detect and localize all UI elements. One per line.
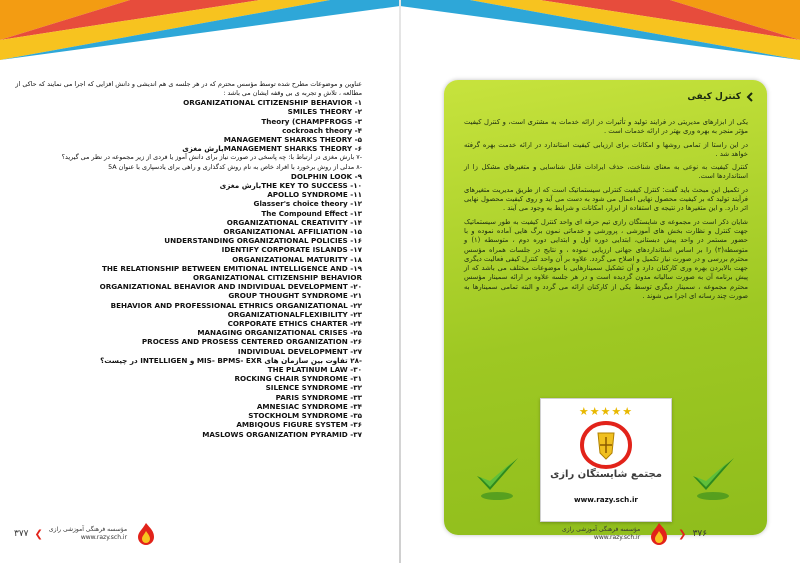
emblem-icon: [576, 419, 636, 471]
page-number: ۳۷۶: [692, 529, 708, 539]
list-item: MANAGEMENT SHARKS THEORY -۶بارش مغزی: [182, 144, 362, 154]
list-item: THE RELATIONSHIP BETWEEN EMITIONAL INTELLIGENCE AND -۱۹: [102, 263, 362, 273]
list-item: -۲۸ تفاوت بین سازمان های MIS- BPMS- EXR و INTELLIGEN در چیست؟: [100, 355, 362, 365]
footer-url: www.razy.sch.ir: [80, 534, 128, 541]
quality-check-icon: [688, 452, 738, 502]
list-item: ORGANIZATIONAL CITIZENSHIP BEHAVIOR -۱: [183, 98, 362, 108]
list-item: ORGANIZATIONAL BEHAVIOR AND INDIVIDUAL DEVELOPMENT -۲۰: [99, 282, 362, 292]
panel-paragraph: در این راستا از تمامی روشها و امکانات برای ارزیابی کیفیت استاندارد در ارائه خدمت بهره گرفته خواهد شد .: [464, 140, 748, 158]
list-item: ROCKING CHAIR SYNDROME -۳۱: [234, 374, 362, 384]
list-item: AMBIQOUS FIGURE SYSTEM -۳۶: [236, 420, 362, 430]
panel-paragraph: در تکمیل این مبحث باید گفت: کنترل کیفیت کنترلی سیستماتیک است که از طریق مدیریت متغیرهای فرآیند تولید که بر کیفیت محصول نهایی اعمال می شود به دست می آید و روی کیفیت محصول نهایی اثر دارد. و این متغیرها در نتیجه ی استفاده از ابزار، امکانات و شرایط به وجود می آیند .: [464, 185, 748, 213]
footer-org-name: مؤسسه فرهنگی آموزشی رازی: [562, 526, 641, 533]
footer-text: [49, 526, 127, 542]
flame-logo-icon: [133, 521, 159, 547]
school-logo: [540, 398, 672, 522]
list-item: DOLPHIN LOOK -۹: [290, 171, 362, 181]
list-item: STOCKHOLM SYNDROME -۳۵: [248, 411, 362, 421]
quality-check-icon: [472, 452, 522, 502]
panel-paragraph: شایان ذکر است در مجموعه ی شایستگان رازی تیم حرفه ای واحد کنترل کیفیت به طور سیستماتیک جهت کنترل و نظارت بخش های آموزشی ، پرورشی و خدماتی نمون برگ هایی آماده نموده و با حضور مستمر در واحد پیش دبستانی، ابتدایی دوره اول و ابتدایی دوره دوم ، متوسطه (۱) و متوسطه(۲) را بر اساس استانداردهای جهانی ارزیابی نموده ، و نتایج در جلسات همراه مؤسس محترم بررسی و در صورت نیاز تکمیل و اصلاح می گردد. علاوه بر آن واحد کنترل کیفی فعالیت دیگری جهت بالابردن بهره وری کارکنان دارد و آن تشکیل سمینارهایی با موضوعات مختلف می باشد که از پیش برنامه آن به صورت سالیانه مدون گردیده است و در هر جلسه علاوه بر ارائه سمینار مؤسس محترم مجموعه ، سمینار دیگری توسط یکی از کارکنان ارائه می گردد و البته تمامی سمینارها به صورت چند رسانه ای اجرا می شوند .: [464, 217, 748, 301]
divider-icon: ❮: [34, 528, 43, 540]
list-item: ORGANIZATIONAL CREATIVITY -۱۴: [226, 217, 362, 227]
list-item: IDENTIFY CORPORATE ISLANDS -۱۷: [221, 245, 362, 255]
list-item: MANAGING ORGANIZATIONAL CRISES -۲۵: [197, 328, 362, 338]
panel-paragraph: کنترل کیفیت به نوعی به معنای شناخت، حذف ایرادات قابل شناسایی و متغیرهای مشکل زا از استانداردها است.: [464, 163, 748, 181]
logo-name: مجتمع شایستگان رازی: [550, 469, 662, 480]
list-item: ORGANIZATIONAL MATURITY -۱۸: [232, 254, 362, 264]
footer-org-name: مؤسسه فرهنگی آموزشی رازی: [48, 526, 128, 533]
list-item: Glasser's choice theory -۱۲: [253, 199, 362, 209]
list-item: THE KEY TO SUCCESS -۱۰بارش مغزی: [219, 181, 362, 191]
list-item: UNDERSTANDING ORGANIZATIONAL POLICIES -۱۶: [164, 236, 362, 246]
list-intro: عناوین و موضوعات مطرح شده توسط مؤسس محترم که در هر جلسه ی هم اندیشی و دانش افزایی که اجرا می نمایند که حاکی از مطالعه ، تلاش و تجربه ی بی وقفه ایشان می باشد :: [15, 80, 362, 97]
list-item: SMILES THEORY -۲: [287, 107, 362, 117]
page-fold: [399, 0, 401, 563]
footer-right: [562, 519, 707, 549]
page-number: ۳۷۷: [14, 529, 29, 539]
footer-url: www.razy.sch.ir: [593, 534, 641, 541]
list-item: PARIS SYNDROME -۳۳: [275, 392, 362, 402]
list-item: Theory (CHAMPFROGS -۳: [261, 116, 362, 126]
list-item: -۷ بارش مغزی در ارتباط با: چه پاسخی در صورت نیاز برای دانش آموز یا فردی از زیر مجموعه در نظر می گیرید؟: [61, 153, 362, 162]
list-item: MANAGEMENT SHARKS THEORY -۵: [223, 135, 362, 144]
list-item: ORGANIZATIONAL CITIZENSHIP BEHAVIOR: [192, 273, 362, 283]
footer-text: [562, 526, 640, 542]
panel-body: [464, 118, 748, 305]
list-item: APOLLO SYNDROME -۱۱: [267, 190, 362, 200]
panel-paragraph: یکی از ابزارهای مدیریتی در فرایند تولید و تأثیرات در ارائه خدمات به مشتری است، و کنترل کیفیت مؤثر منجر به بهره وری بهتر در ارائه خدمات است .: [464, 118, 748, 136]
list-item: BEHAVIOR AND PROFESSIONAL ETHRICS ORGANIZATIONAL -۲۲: [110, 300, 362, 310]
list-item: -۸ مدلی از روش برخورد با افراد خاص به نام روش کدگذاری و راهی برای یادسپاری با عنوان 5A: [108, 162, 362, 171]
flame-logo-icon: [646, 521, 672, 547]
list-item: ORGANIZATIONAL AFFILIATION -۱۵: [223, 227, 362, 237]
list-item: The Compound Effect -۱۳: [261, 208, 362, 218]
panel-header: [687, 92, 755, 102]
list-item: MASLOWS ORGANIZATION PYRAMID -۳۷: [202, 429, 362, 439]
panel-title: کنترل کیفی: [687, 92, 741, 102]
list-item: cockroach theory -۴: [282, 125, 362, 135]
list-item: GROUP THOUGHT SYNDROME -۲۱: [228, 291, 362, 301]
list-item: CORPORATE ETHICS CHARTER -۲۴: [227, 319, 362, 329]
divider-icon: ❯: [678, 528, 687, 540]
seminar-topic-list: [8, 80, 362, 439]
list-item: INDIVIDUAL DEVELOPMENT -۲۷: [237, 346, 362, 356]
list-item: SILENCE SYNDROME -۳۲: [265, 383, 362, 393]
logo-url: www.razy.sch.ir: [574, 495, 638, 504]
chevron-left-icon: [745, 92, 755, 102]
rating-stars-icon: ★★★★★: [578, 405, 634, 418]
footer-left: [14, 519, 159, 549]
list-item: AMNESIAC SYNDROME -۳۴: [256, 401, 362, 411]
list-item: ORGANIZATIONALFLEXIBILITY -۲۳: [227, 309, 362, 319]
list-item: PROCESS AND PROSESS CENTERED ORGANIZATION -۲۶: [141, 337, 362, 347]
list-item: THE PLATINUM LAW -۳۰: [267, 365, 362, 375]
